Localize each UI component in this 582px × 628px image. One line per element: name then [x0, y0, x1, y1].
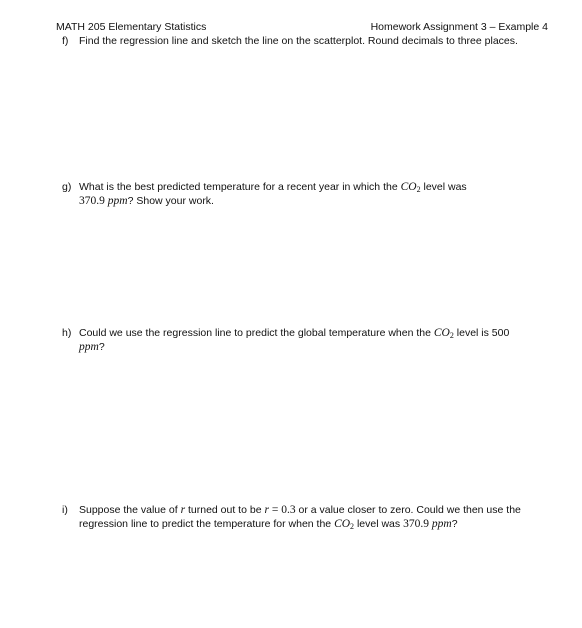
r-symbol: r	[180, 504, 186, 516]
text-segment: What is the best predicted temperature for a recent year in which the	[79, 181, 401, 193]
question-label: g)	[62, 181, 72, 193]
text-segment: turned out to be	[185, 504, 265, 516]
co2-symbol: $CO_2$	[433, 327, 454, 340]
question-h	[62, 326, 542, 354]
text-segment: ?	[451, 518, 458, 530]
question-text	[79, 326, 542, 354]
question-label: h)	[62, 327, 72, 339]
co2-value: 370.9	[79, 195, 105, 207]
unit: ppm	[431, 518, 452, 530]
text-segment: level was	[420, 181, 467, 193]
question-g	[62, 180, 542, 208]
text-segment: Suppose the value of	[79, 504, 181, 516]
page-header	[56, 20, 548, 34]
text-segment: ?	[98, 341, 105, 353]
question-i	[62, 503, 542, 531]
co2-value: 370.9	[403, 518, 429, 530]
course-title: MATH 205 Elementary Statistics	[56, 21, 207, 33]
assignment-title: Homework Assignment 3 – Example 4	[370, 21, 548, 33]
co2-symbol: $CO_2$	[400, 181, 421, 194]
co2-symbol: $CO_2$	[334, 518, 355, 531]
question-label: i)	[62, 504, 68, 516]
text-segment: level was	[354, 518, 404, 530]
text-segment: or a value closer to zero. Could we then use the regression line to predict the temperature for when the	[79, 504, 521, 530]
text-segment: Could we use the regression line to predict the global temperature when the	[79, 327, 434, 339]
unit: ppm	[107, 195, 128, 207]
question-f	[62, 34, 542, 48]
question-f-text: Find the regression line and sketch the line on the scatterplot. Round decimals to three places.	[79, 35, 518, 47]
unit: ppm	[79, 341, 99, 353]
question-text	[79, 180, 542, 208]
question-label: f)	[62, 35, 69, 47]
text-segment: ? Show your work.	[127, 195, 214, 207]
r-value: = 0.3	[268, 504, 296, 516]
question-text	[79, 34, 542, 48]
question-text	[79, 503, 542, 531]
text-segment: level is 500	[453, 327, 510, 339]
r-symbol: r	[264, 504, 269, 516]
